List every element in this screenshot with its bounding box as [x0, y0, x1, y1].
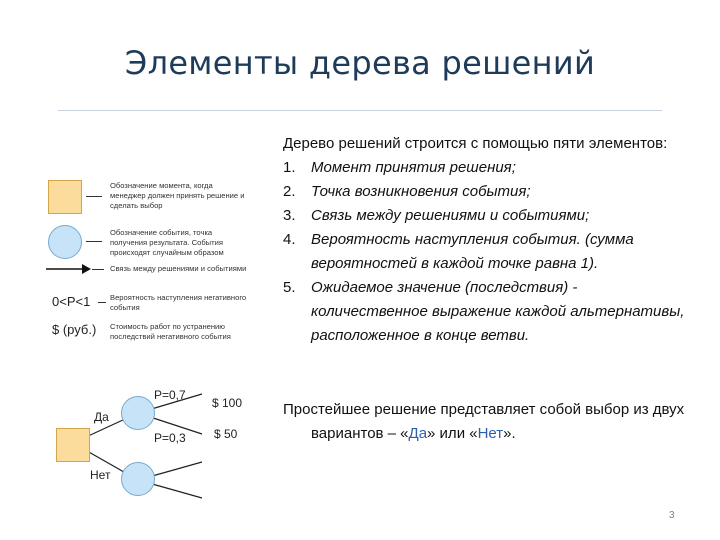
tree-p-top: P=0,7	[154, 388, 186, 402]
elements-description	[283, 132, 693, 348]
tree-no-label: Нет	[90, 468, 111, 482]
list-item-text: Связь между решениями и событиями;	[311, 207, 590, 224]
list-item-text: Ожидаемое значение (последствия) - количественное выражение каждой альтернативы, расположенное в конце ветви.	[311, 279, 685, 344]
list-number: 1.	[283, 159, 296, 176]
page-number: 3	[669, 510, 675, 521]
option-no: Нет	[477, 425, 504, 442]
legend-leader-line	[98, 302, 106, 303]
event-node-icon	[121, 396, 155, 430]
list-item-text: Вероятность наступления события. (сумма вероятностей в каждой точке равна 1).	[311, 231, 634, 272]
tree-yes-label: Да	[94, 410, 109, 424]
tree-p-bottom: P=0,3	[154, 431, 186, 445]
list-item	[283, 204, 693, 228]
simple-text-before: Простейшее решение представляет собой выбор из двух вариантов – «	[283, 401, 685, 442]
list-number: 5.	[283, 279, 296, 296]
elements-list	[283, 156, 693, 348]
probability-symbol: 0<P<1	[52, 294, 91, 309]
tree-value-top: $ 100	[212, 396, 243, 410]
legend-leader-line	[86, 196, 102, 197]
decision-node-icon	[56, 428, 90, 462]
link-arrow-icon	[44, 262, 92, 276]
legend-leader-line	[92, 269, 104, 270]
tree-value-bottom: $ 50	[214, 427, 238, 441]
simple-decision-note	[283, 398, 693, 446]
decision-tree-diagram	[40, 380, 280, 510]
list-number: 2.	[283, 183, 296, 200]
list-item	[283, 228, 693, 276]
list-number: 4.	[283, 231, 296, 248]
title-divider	[58, 110, 662, 111]
list-item-text: Точка возникновения события;	[311, 183, 531, 200]
legend-decision-desc: Обозначение момента, когда менеджер должен принять решение и сделать выбор	[110, 181, 245, 210]
event-node-icon	[121, 462, 155, 496]
legend-link-desc: Связь между решениями и событиями	[110, 264, 247, 273]
legend-leader-line	[86, 241, 102, 242]
legend-probability-desc: Вероятность наступления негативного события	[110, 293, 247, 312]
list-item	[283, 180, 693, 204]
simple-text-middle: » или «	[427, 425, 478, 442]
legend-event-desc: Обозначение события, точка получения результата. События происходят случайным образом	[110, 228, 224, 257]
decision-node-icon	[48, 180, 82, 214]
intro-text: Дерево решений строится с помощью пяти элементов:	[283, 135, 668, 152]
option-yes: Да	[408, 425, 428, 442]
simple-text-after: ».	[503, 425, 516, 442]
list-item	[283, 276, 693, 348]
cost-symbol: $ (руб.)	[52, 322, 97, 337]
event-node-icon	[48, 225, 82, 259]
page-title: Элементы дерева решений	[124, 44, 596, 82]
legend-cost-desc: Стоимость работ по устранению последствий негативного события	[110, 322, 231, 341]
list-item	[283, 156, 693, 180]
list-number: 3.	[283, 207, 296, 224]
list-item-text: Момент принятия решения;	[311, 159, 516, 176]
